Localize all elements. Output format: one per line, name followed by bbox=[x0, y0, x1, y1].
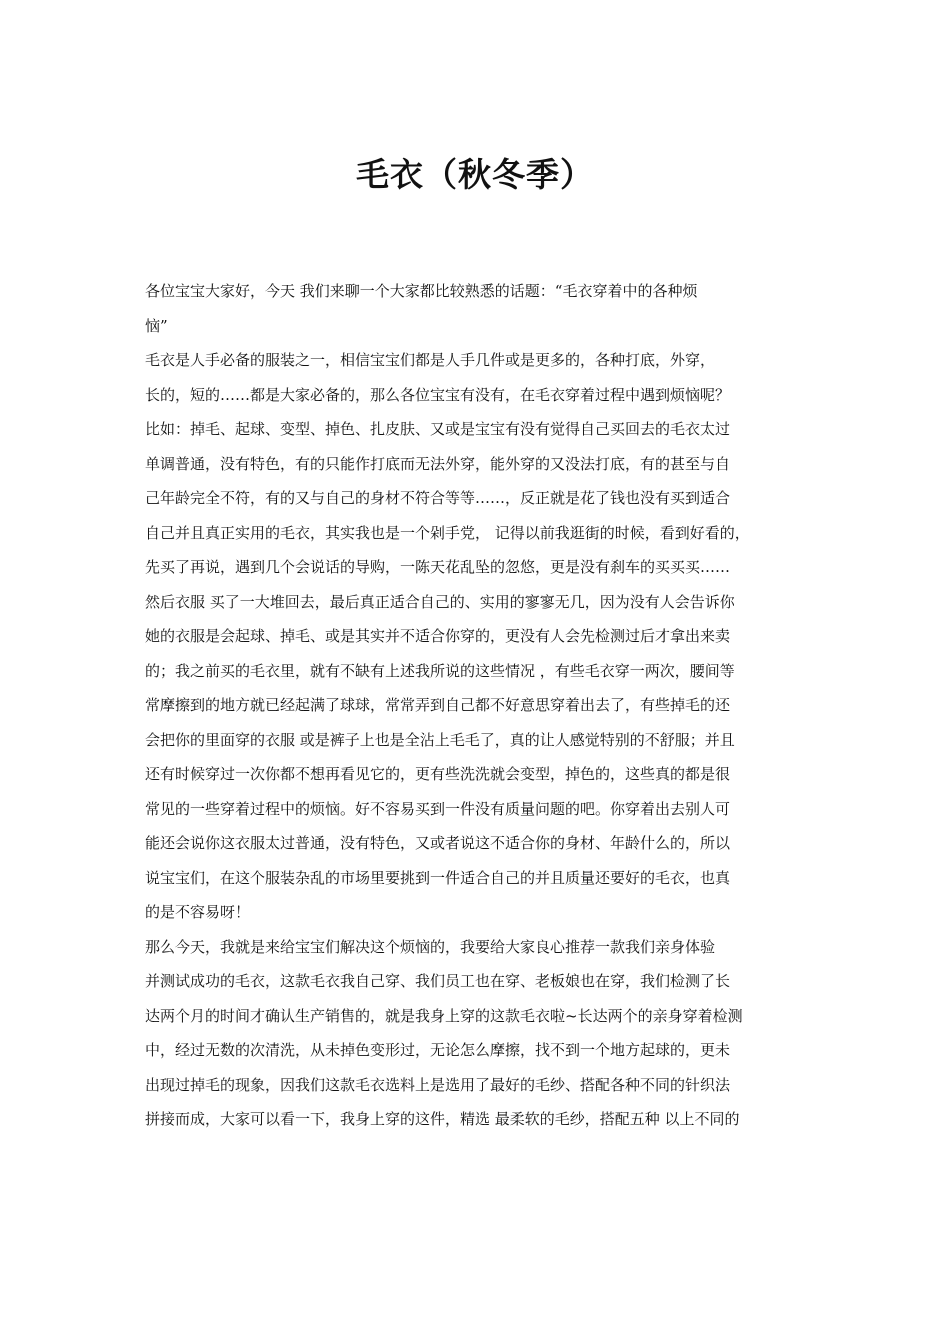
text-line: 长的，短的……都是大家必备的，那么各位宝宝有没有，在毛衣穿着过程中遇到烦恼呢？ bbox=[145, 385, 731, 404]
text-line: 毛衣是人手必备的服装之一，相信宝宝们都是人手几件或是更多的，各种打底，外穿， bbox=[145, 351, 716, 369]
text-line: 达两个月的时间才确认生产销售的，就是我身上穿的这款毛衣啦~长达两个的亲身穿着检测 bbox=[145, 1006, 743, 1025]
text-line: 各位宝宝大家好，今天 我们来聊一个大家都比较熟悉的话题：“毛衣穿着中的各种烦 bbox=[145, 282, 698, 300]
text-line: 常见的一些穿着过程中的烦恼。好不容易买到一件没有质量问题的吧。你穿着出去别人可 bbox=[145, 799, 731, 818]
text-line: 然后衣服 买了一大堆回去，最后真正适合自己的、实用的寥寥无几，因为没有人会告诉你 bbox=[145, 592, 735, 611]
text-line: 她的衣服是会起球、掉毛、或是其实并不适合你穿的，更没有人会先检测过后才拿出来卖 bbox=[145, 627, 731, 645]
document-title: 毛衣（秋冬季） bbox=[356, 155, 594, 194]
text-line: 己年龄完全不符，有的又与自己的身材不符合等等……，反正就是花了钱也没有买到适合 bbox=[145, 489, 731, 507]
document-body bbox=[145, 274, 815, 1137]
text-line: 能还会说你这衣服太过普通，没有特色，又或者说这不适合你的身材、年龄什么的，所以 bbox=[145, 834, 731, 852]
text-line: 并测试成功的毛衣，这款毛衣我自己穿、我们员工也在穿、老板娘也在穿，我们检测了长 bbox=[145, 972, 731, 990]
text-line: 常摩擦到的地方就已经起满了球球，常常弄到自己都不好意思穿着出去了，有些掉毛的还 bbox=[145, 696, 731, 714]
text-line: 比如：掉毛、起球、变型、掉色、扎皮肤、又或是宝宝有没有觉得自己买回去的毛衣太过 bbox=[145, 420, 731, 438]
text-line: 出现过掉毛的现象，因我们这款毛衣选料上是选用了最好的毛纱、搭配各种不同的针织法 bbox=[145, 1075, 731, 1094]
text-line: 说宝宝们，在这个服装杂乱的市场里要挑到一件适合自己的并且质量还要好的毛衣，也真 bbox=[145, 868, 731, 887]
text-line: 那么今天，我就是来给宝宝们解决这个烦恼的，我要给大家良心推荐一款我们亲身体验 bbox=[145, 937, 716, 956]
text-line: 先买了再说，遇到几个会说话的导购，一陈天花乱坠的忽悠，更是没有刹车的买买买…… bbox=[145, 558, 731, 576]
text-line: 拼接而成，大家可以看一下，我身上穿的这件，精选 最柔软的毛纱，搭配五种 以上不同的 bbox=[145, 1110, 740, 1128]
text-line: 还有时候穿过一次你都不想再看见它的，更有些洗洗就会变型，掉色的，这些真的都是很 bbox=[145, 765, 731, 783]
text-line: 的是不容易呀！ bbox=[145, 903, 251, 921]
text-line: 恼” bbox=[145, 316, 168, 335]
text-line: 单调普通，没有特色，有的只能作打底而无法外穿，能外穿的又没法打底，有的甚至与自 bbox=[145, 454, 731, 473]
text-line: 自己并且真正实用的毛衣，其实我也是一个剁手党， 记得以前我逛街的时候，看到好看的， bbox=[145, 523, 750, 542]
text-line: 会把你的里面穿的衣服 或是裤子上也是全沾上毛毛了，真的让人感觉特别的不舒服；并且 bbox=[145, 730, 735, 749]
text-line: 中，经过无数的次清洗，从未掉色变形过，无论怎么摩擦，找不到一个地方起球的，更未 bbox=[145, 1041, 731, 1059]
text-line: 的；我之前买的毛衣里，就有不缺有上述我所说的这些情况 ，有些毛衣穿一两次，腰间等 bbox=[145, 661, 735, 680]
